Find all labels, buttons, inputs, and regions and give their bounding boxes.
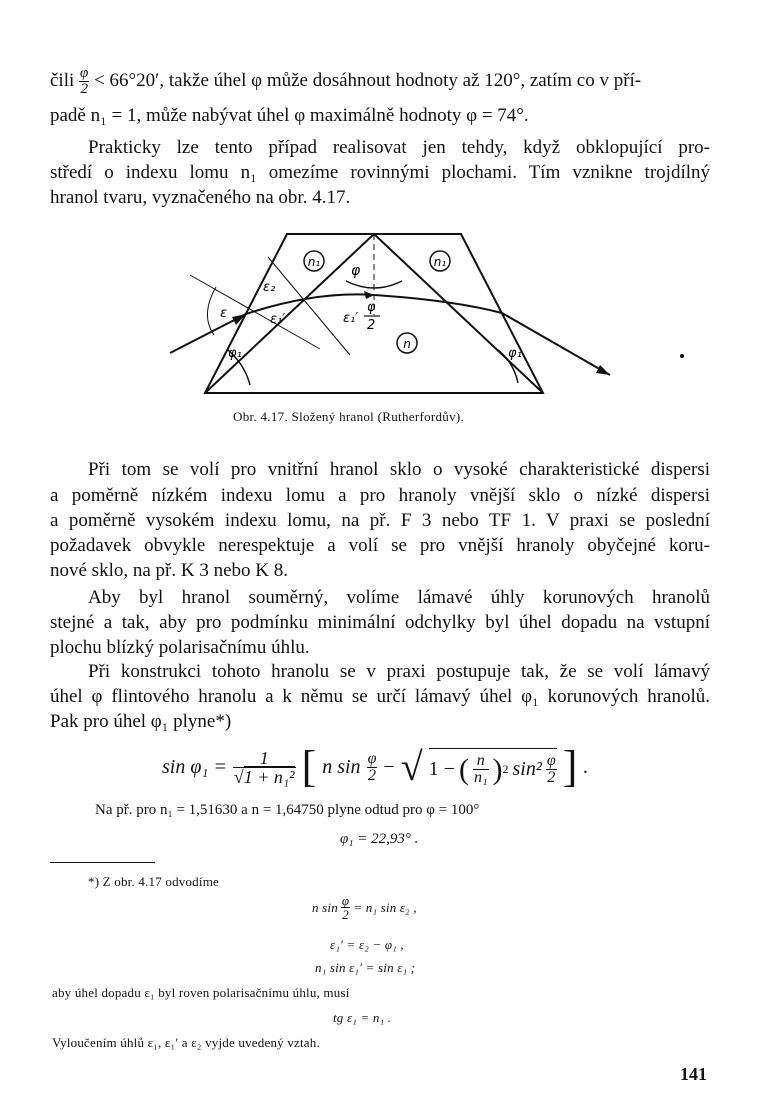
para3-line-1: Při tom se volí pro vnitřní hranol sklo o vysoké charakteristické dispersi (88, 459, 710, 480)
text-line-1 (50, 66, 710, 97)
fraction-denominator: 2 (367, 766, 376, 784)
paren-open: ( (458, 752, 469, 786)
footnote-text1: aby úhel dopadu ε₁ byl roven polarisačnímu úhlu, musí (52, 985, 350, 1000)
arrow-out (596, 365, 610, 375)
para4-line-3: plochu blízký polarisačnímu úhlu. (50, 637, 310, 658)
paren-close: ) (492, 752, 503, 786)
formula-minus: − (383, 755, 395, 778)
para2-line-1: Prakticky lze tento případ realisovat jen tehdy, když obklopující pro- (88, 137, 710, 158)
label-phi: φ (351, 263, 361, 279)
para3-line-3: a poměrně vysokém indexu lomu, na př. F 3 nebo TF 1. V praxi se poslední (50, 510, 710, 531)
main-formula (162, 742, 588, 792)
label-eps2: ε₂ (263, 280, 276, 295)
footnote-eq3: n₁ sin ε₁′ = sin ε₁ ; (315, 960, 416, 975)
example-line: Na př. pro n₁ = 1,51630 a n = 1,64750 plyne odtud pro φ = 100° (95, 802, 480, 818)
formula-lhs: sin φ₁ = (162, 755, 227, 778)
footnote-separator (50, 862, 155, 863)
formula-n-over-n1 (473, 753, 489, 786)
para3-line-5: nové sklo, na př. K 3 nebo K 8. (50, 560, 288, 581)
fraction-numerator: φ (341, 893, 350, 908)
para4-line-1: Aby byl hranol souměrný, volíme lámavé úhly korunových hranolů (88, 587, 710, 608)
footnote-intro: *) Z obr. 4.17 odvodíme (88, 874, 219, 889)
formula-den: √1 + n₁² (233, 766, 295, 787)
para3-line-2: a poměrně nízkém indexu lomu a pro hranoly vnější sklo o nízké dispersi (50, 485, 710, 506)
formula-inner-one: 1 − (428, 758, 455, 780)
footnote-phi-half (341, 894, 350, 921)
text-fragment: n sin (312, 899, 338, 915)
label-n-center: n (403, 337, 411, 351)
footnote-eq2: ε₁′ = ε₂ − φ₁ , (330, 937, 404, 952)
arrow-center (364, 291, 374, 299)
fraction-numerator: φ (546, 752, 556, 769)
label-n1-left: n₁ (307, 255, 321, 269)
figure-caption: Obr. 4.17. Složený hranol (Rutherfordův). (233, 409, 465, 424)
fraction-denominator: 2 (342, 907, 349, 922)
fraction-numerator: φ (80, 65, 89, 81)
formula-one: 1 (259, 747, 269, 768)
bracket-open: [ (301, 742, 317, 791)
text-line-2: padě n₁ = 1, může nabývat úhel φ maximálně hodnoty φ = 74°. (50, 105, 529, 126)
formula-sin2: sin² (512, 758, 542, 780)
formula-end: . (583, 755, 589, 778)
label-phi-half-num: φ (367, 300, 376, 315)
label-eps1p: ε₁′ (270, 312, 286, 327)
page-number: 141 (680, 1064, 707, 1084)
text-fragment: čili (50, 69, 80, 91)
formula-den-text: 1 + n₁² (243, 766, 295, 787)
para5-line-1: Při konstrukci tohoto hranolu se v praxi postupuje tak, že se volí lámavý (88, 661, 710, 682)
phi-half-fraction (79, 66, 89, 97)
label-eps: ε (220, 306, 228, 321)
para5-line-2: úhel φ flintového hranolu a k němu se určí lámavý úhel φ₁ korunových hranolů. (50, 686, 710, 707)
para5-line-3: Pak pro úhel φ₁ plyne*) (50, 711, 232, 732)
para4-line-2: stejné a tak, aby pro podmínku minimální odchylky byl úhel dopadu na vstupní (50, 612, 710, 633)
para2-line-2: středí o indexu lomu n₁ omezíme rovinnými plochami. Tím vznikne trojdílný (50, 162, 710, 183)
label-phi1-right: φ₁ (508, 346, 522, 361)
formula-phi-half-2 (546, 753, 557, 786)
footnote-eq1 (312, 894, 417, 921)
label-eps1p-b: ε₁′ (343, 311, 359, 326)
text-fragment: < 66°20′, takže úhel φ může dosáhnout hodnoty až 120°, zatím co v pří- (89, 69, 642, 91)
label-phi1-left: φ₁ (228, 346, 242, 361)
formula-square: 2 (502, 762, 509, 776)
para2-line-3: hranol tvaru, vyznačeného na obr. 4.17. (50, 187, 351, 208)
label-phi-half-den: 2 (367, 318, 376, 333)
formula-n-sin: n sin (322, 755, 361, 778)
normal-inner (268, 257, 350, 355)
normal-left (190, 275, 320, 349)
sqrt-sign: √ (400, 744, 423, 789)
example-result: φ₁ = 22,93° . (340, 831, 419, 847)
dot-mark (680, 354, 684, 358)
fraction-numerator: φ (367, 749, 377, 767)
fraction-denominator: 2 (80, 81, 88, 97)
footnote-text2: Vyloučením úhlů ε₁, ε₁′ a ε₂ vyjde uvedený vztah. (52, 1035, 320, 1050)
label-n1-right: n₁ (433, 255, 447, 269)
formula-phi-half (367, 751, 378, 784)
fraction-numerator: n (476, 752, 485, 769)
prism-figure (150, 225, 710, 405)
footnote-eq4: tg ε₁ = n₁ . (333, 1010, 392, 1025)
bracket-close: ] (562, 742, 578, 791)
fraction-denominator: n₁ (473, 769, 488, 786)
text-fragment: = n₁ sin ε₂ , (353, 899, 417, 915)
fraction-denominator: 2 (547, 769, 556, 786)
sqrt-content (429, 748, 557, 787)
eps-arc (207, 287, 216, 335)
para3-line-4: požadavek obvykle nerespektuje a volí se pro vnější hranoly obyčejné koru- (50, 535, 710, 556)
formula-fraction (233, 749, 296, 786)
